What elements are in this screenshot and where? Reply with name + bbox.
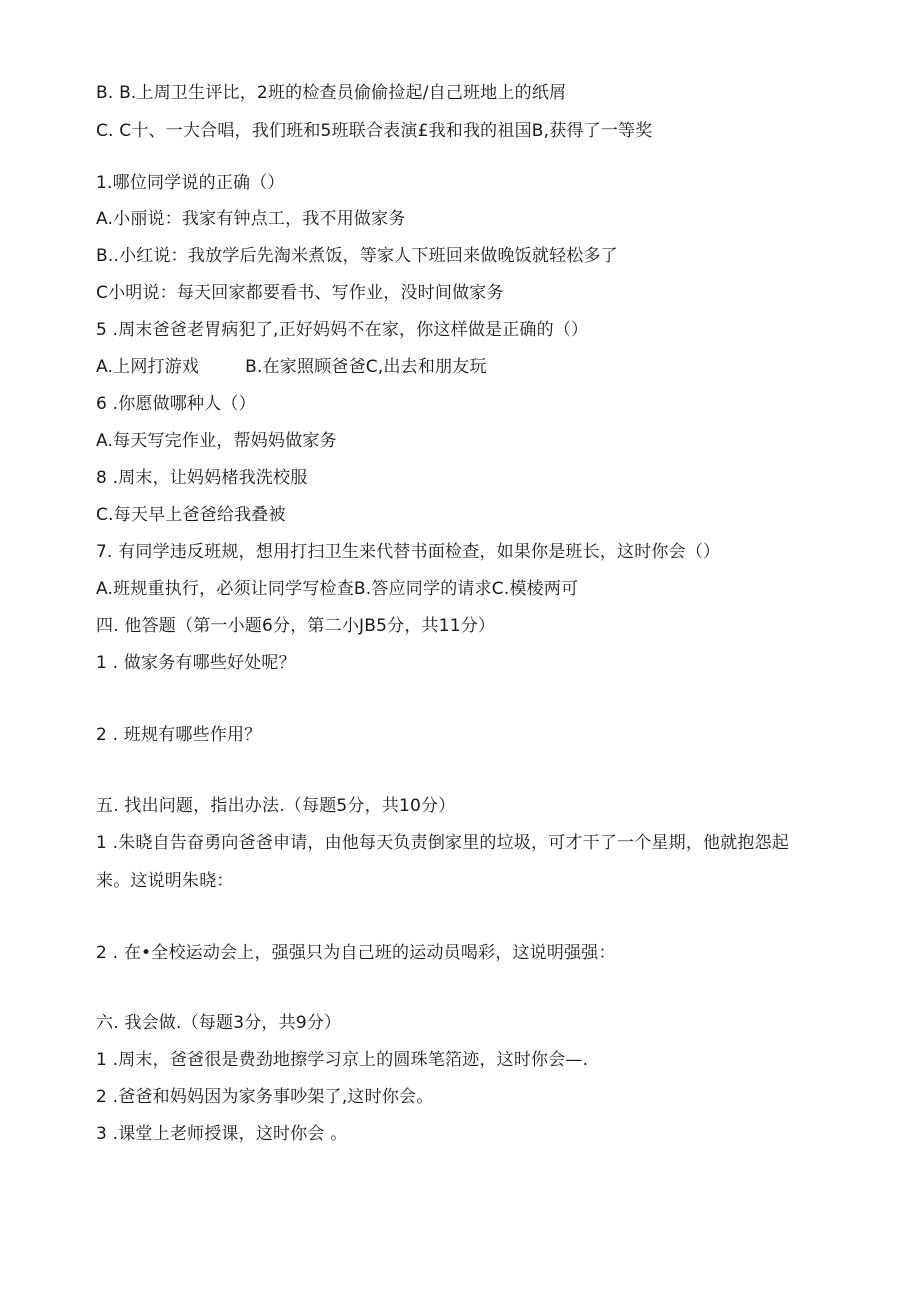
section-5-question-2: 2 . 在•全校运动会上，强强只为自己班的运动员喝彩，这说明强强： bbox=[96, 943, 616, 963]
question-5: 5 .周末爸爸老胃病犯了,正好妈妈不在家，你这样做是正确的（） bbox=[96, 320, 589, 340]
section-4-question-1: 1 . 做家务有哪些好处呢？ bbox=[96, 653, 296, 673]
q6-option-a: A.每天写完作业，帮妈妈做家务 bbox=[96, 431, 337, 451]
section-6-heading: 六. 我会做.（每题3分，共9分） bbox=[96, 1013, 342, 1033]
q5-options bbox=[96, 356, 487, 378]
section-6-question-1: 1 .周末，爸爸很是费劲地擦学习京上的圆珠笔箔迹，这时你会—. bbox=[96, 1050, 589, 1070]
q1-option-a: A.小丽说：我家有钟点工，我不用做家务 bbox=[96, 209, 406, 229]
section-6-question-3: 3 .课堂上老师授课，这时你会 。 bbox=[96, 1124, 348, 1144]
option-b-hygiene: B. B.上周卫生评比，2班的检查员偷偷捡起/自己班地上的纸屑 bbox=[96, 83, 567, 103]
question-7: 7. 有同学违反班规，想用打扫卫生来代替书面检查，如果你是班长，这时你会（） bbox=[96, 542, 721, 562]
q5-option-b-c: B.在家照顾爸爸C,出去和朋友玩 bbox=[245, 357, 487, 377]
q1-option-c: C小明说：每天回家都要看书、写作业，没时间做家务 bbox=[96, 283, 504, 303]
question-6: 6 .你愿做哪种人（） bbox=[96, 394, 256, 414]
q5-option-a: A.上网打游戏 bbox=[96, 357, 200, 377]
option-c-chorus: C. C十、一大合唱，我们班和5班联合表演£我和我的祖国B,获得了一等奖 bbox=[96, 121, 653, 141]
section-6-question-2: 2 .爸爸和妈妈因为家务事吵架了,这时你会。 bbox=[96, 1087, 434, 1107]
q6-option-8: 8 .周末，让妈妈楮我洗校服 bbox=[96, 468, 308, 488]
q1-option-b: B..小红说：我放学后先淘米煮饭，等家人下班回来做晚饭就轻松多了 bbox=[96, 246, 618, 266]
section-4-heading: 四. 他答题（第一小题6分，第二小JB5分，共11分） bbox=[96, 616, 496, 636]
section-4-question-2: 2 . 班规有哪些作用？ bbox=[96, 725, 262, 745]
q7-options: A.班规重执行，必须让同学写检查B.答应同学的请求C.模棱两可 bbox=[96, 579, 579, 599]
section-5-question-1: 1 .朱晓自告奋勇向爸爸申请，由他每天负责倒家里的垃圾，可才干了一个星期，他就抱怨起来。这说明朱晓： bbox=[96, 833, 790, 891]
question-1: 1.哪位同学说的正确（） bbox=[96, 173, 285, 193]
section-5-heading: 五. 找出问题，指出办法.（每题5分，共10分） bbox=[96, 796, 456, 816]
q6-option-c: C.每天早上爸爸给我叠被 bbox=[96, 505, 286, 525]
